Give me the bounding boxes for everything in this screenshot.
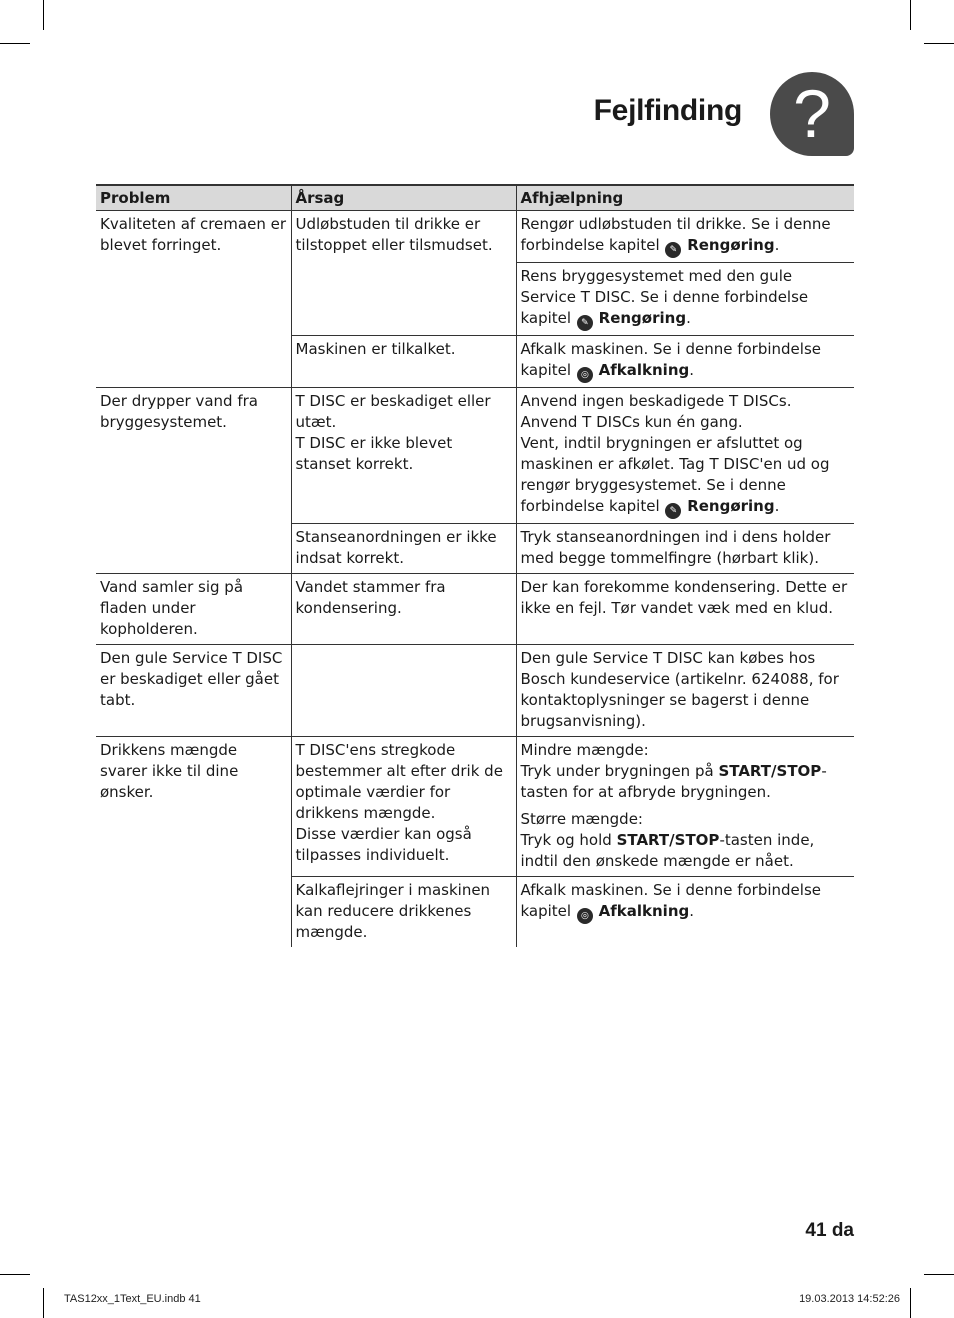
problem-cell: Kvaliteten af cremaen er blevet forringet. (96, 211, 291, 388)
crop-mark (910, 1288, 911, 1318)
problem-cell: Drikkens mængde svarer ikke til dine ønsker. (100, 741, 239, 801)
remedy-cell: Afkalk maskinen. Se i denne forbindelse kapitel ◎ Afkalkning. (516, 877, 854, 948)
language-code: da (831, 1220, 854, 1241)
page-number: 41 da (805, 1220, 854, 1241)
crop-mark (910, 0, 911, 30)
column-header-remedy: Afhjælpning (516, 185, 854, 211)
cause-cell: Stanseanordningen er ikke indsat korrekt. (291, 524, 516, 574)
descale-icon: ◎ (577, 908, 593, 924)
key-label: START/STOP (616, 831, 720, 849)
troubleshooting-table (96, 184, 854, 947)
remedy-cell: Rens bryggesystemet med den gule Service T DISC. Se i denne forbindelse kapitel ✎ Rengøring. (516, 263, 854, 336)
remedy-cell: Tryk stanseanordningen ind i dens holder med begge tommelfingre (hørbart klik). (516, 524, 854, 574)
crop-mark (924, 1274, 954, 1275)
crop-mark (924, 43, 954, 44)
table-row (96, 645, 854, 737)
cause-cell: Udløbstuden til drikke er tilstoppet eller tilsmudset. (291, 211, 516, 336)
remedy-cell: Mindre mængde: Tryk under brygningen på START/STOP-tasten for at afbryde brygningen. Større mængde: Tryk og hold START/STOP-tasten inde, indtil den ønskede mængde er nået. (516, 737, 854, 877)
cause-cell: T DISC'ens stregkode bestemmer alt efter drik de optimale værdier for drikkens mængde. Disse værdier kan også tilpasses individuelt. (291, 737, 516, 877)
crop-mark (43, 0, 44, 30)
table-row (96, 574, 854, 645)
table-header-row (96, 185, 854, 211)
question-mark-icon (770, 72, 854, 156)
crop-mark (0, 1274, 30, 1275)
column-header-cause: Årsag (291, 185, 516, 211)
problem-cell: Der drypper vand fra bryggesystemet. (96, 388, 291, 574)
chapter-ref: Afkalkning (598, 361, 690, 379)
footer-filename: TAS12xx_1Text_EU.indb 41 (64, 1293, 201, 1305)
table-row (96, 737, 854, 877)
problem-cell: Vand samler sig på fladen under kopholderen. (96, 574, 291, 645)
chapter-ref: Rengøring (687, 497, 775, 515)
remedy-cell: Den gule Service T DISC kan købes hos Bosch kundeservice (artikelnr. 624088, for kontaktoplysninger se bagerst i denne brugsanvisning). (516, 645, 854, 737)
remedy-cell: Afkalk maskinen. Se i denne forbindelse kapitel ◎ Afkalkning. (516, 336, 854, 388)
problem-cell: Den gule Service T DISC er beskadiget eller gået tabt. (96, 645, 291, 737)
table-row (96, 388, 854, 524)
remedy-cell: Rengør udløbstuden til drikke. Se i denne forbindelse kapitel ✎ Rengøring. (516, 211, 854, 263)
footer-timestamp: 19.03.2013 14:52:26 (799, 1293, 900, 1305)
brush-icon: ✎ (665, 242, 681, 258)
chapter-ref: Rengøring (598, 309, 687, 327)
key-label: START/STOP (718, 762, 822, 780)
column-header-problem: Problem (96, 185, 291, 211)
cause-cell (291, 645, 516, 737)
page-title: Fejlfinding (593, 94, 742, 127)
question-mark-glyph: ? (793, 76, 831, 152)
cause-cell: Vandet stammer fra kondensering. (291, 574, 516, 645)
crop-mark (0, 43, 30, 44)
descale-icon: ◎ (577, 367, 593, 383)
chapter-ref: Rengøring (687, 236, 775, 254)
cause-cell: Kalkaflejringer i maskinen kan reducere drikkenes mængde. (291, 877, 516, 948)
crop-mark (43, 1288, 44, 1318)
chapter-ref: Afkalkning (598, 902, 690, 920)
brush-icon: ✎ (577, 315, 593, 331)
cause-cell: T DISC er beskadiget eller utæt. T DISC er ikke blevet stanset korrekt. (291, 388, 516, 524)
brush-icon: ✎ (665, 503, 681, 519)
remedy-cell: Anvend ingen beskadigede T DISCs. Anvend T DISCs kun én gang. Vent, indtil brygningen er afsluttet og maskinen er afkølet. Tag T DISC'en ud og rengør bryggesystemet. Se i denne forbindelse kapitel ✎ Rengøring. (516, 388, 854, 524)
cause-cell: Maskinen er tilkalket. (291, 336, 516, 388)
table-row (96, 211, 854, 263)
remedy-cell: Der kan forekomme kondensering. Dette er ikke en fejl. Tør vandet væk med en klud. (516, 574, 854, 645)
